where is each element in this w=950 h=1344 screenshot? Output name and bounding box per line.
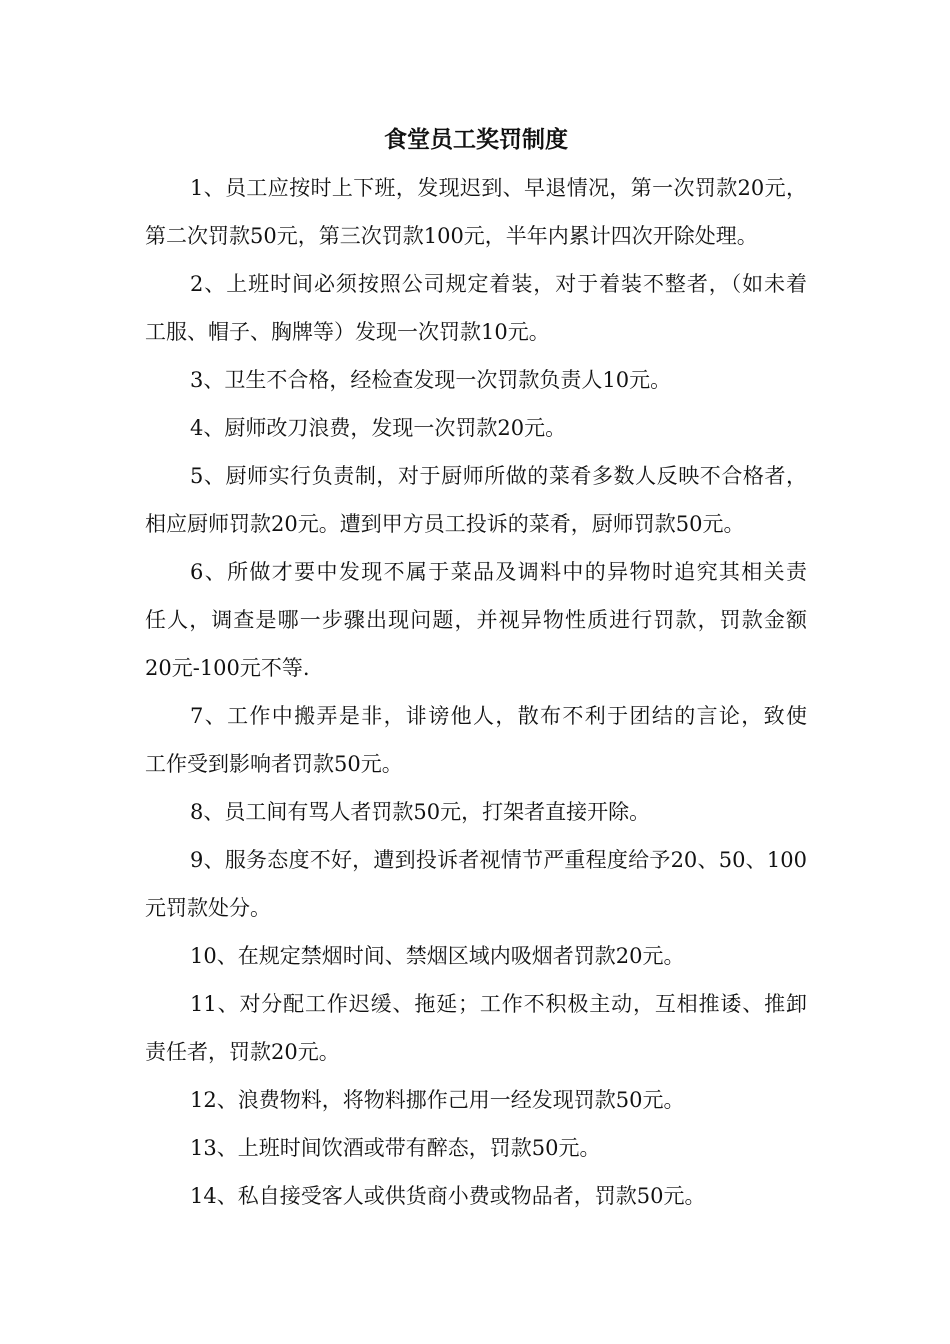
paragraph-line: 第二次罚款50元，第三次罚款100元，半年内累计四次开除处理。 xyxy=(145,224,758,248)
paragraph-line: 8、员工间有骂人者罚款50元，打架者直接开除。 xyxy=(190,800,651,824)
paragraph-line: 责任者，罚款20元。 xyxy=(145,1040,340,1064)
document-page xyxy=(145,116,807,1220)
paragraph-line: 3、卫生不合格，经检查发现一次罚款负责人10元。 xyxy=(190,368,672,392)
paragraph-line: 10、在规定禁烟时间、禁烟区域内吸烟者罚款20元。 xyxy=(190,944,685,968)
rule-paragraph xyxy=(145,260,807,356)
rule-paragraph xyxy=(145,932,807,980)
rule-paragraph xyxy=(145,836,807,932)
rule-paragraph xyxy=(145,404,807,452)
paragraph-line: 5、厨师实行负责制，对于厨师所做的菜肴多数人反映不合格者， xyxy=(190,464,807,488)
document-body xyxy=(145,164,807,1220)
paragraph-line: 工服、帽子、胸牌等）发现一次罚款10元。 xyxy=(145,320,550,344)
paragraph-line: 12、浪费物料，将物料挪作己用一经发现罚款50元。 xyxy=(190,1088,685,1112)
rule-paragraph xyxy=(145,452,807,548)
paragraph-line: 元罚款处分。 xyxy=(145,896,271,920)
rule-paragraph xyxy=(145,1076,807,1124)
paragraph-line: 2、上班时间必须按照公司规定着装，对于着装不整者，（如未着 xyxy=(190,272,807,296)
paragraph-line: 14、私自接受客人或供货商小费或物品者，罚款50元。 xyxy=(190,1184,706,1208)
paragraph-line: 20元-100元不等. xyxy=(145,656,310,680)
rule-paragraph xyxy=(145,1124,807,1172)
paragraph-line: 6、所做才要中发现不属于菜品及调料中的异物时追究其相关责 xyxy=(190,560,807,584)
paragraph-line: 任人，调查是哪一步骤出现问题，并视异物性质进行罚款，罚款金额 xyxy=(145,608,807,632)
paragraph-line: 7、工作中搬弄是非，诽谤他人，散布不利于团结的言论，致使 xyxy=(190,704,807,728)
paragraph-line: 13、上班时间饮酒或带有醉态，罚款50元。 xyxy=(190,1136,601,1160)
paragraph-line: 9、服务态度不好，遭到投诉者视情节严重程度给予20、50、100 xyxy=(190,848,807,872)
document-title: 食堂员工奖罚制度 xyxy=(384,127,568,153)
rule-paragraph xyxy=(145,692,807,788)
paragraph-line: 1、员工应按时上下班，发现迟到、早退情况，第一次罚款20元， xyxy=(190,176,807,200)
rule-paragraph xyxy=(145,548,807,692)
paragraph-line: 工作受到影响者罚款50元。 xyxy=(145,752,403,776)
rule-paragraph xyxy=(145,788,807,836)
paragraph-line: 11、对分配工作迟缓、拖延；工作不积极主动，互相推诿、推卸 xyxy=(190,992,807,1016)
rule-paragraph xyxy=(145,164,807,260)
rule-paragraph xyxy=(145,980,807,1076)
rule-paragraph xyxy=(145,356,807,404)
rule-paragraph xyxy=(145,1172,807,1220)
paragraph-line: 相应厨师罚款20元。遭到甲方员工投诉的菜肴，厨师罚款50元。 xyxy=(145,512,745,536)
paragraph-line: 4、厨师改刀浪费，发现一次罚款20元。 xyxy=(190,416,567,440)
